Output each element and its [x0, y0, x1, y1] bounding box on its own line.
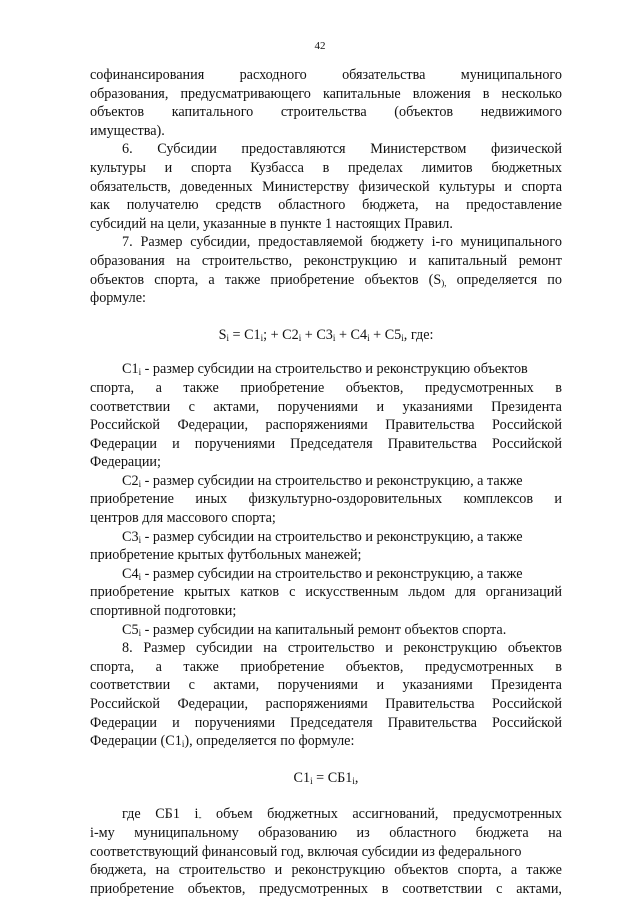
word: в [555, 379, 562, 396]
word: поручениями [277, 677, 358, 694]
word: поручениями [277, 398, 358, 415]
word: Федерации [90, 714, 158, 731]
subscript-index: i [138, 478, 142, 489]
word: культуры [90, 159, 146, 176]
word: Правительства [385, 417, 475, 434]
word: 7. [122, 234, 133, 251]
word: и [376, 398, 385, 415]
text-line [90, 490, 562, 509]
formula [90, 326, 562, 345]
text-run: Федерации (С1 [90, 733, 182, 750]
subscript-index: i [332, 332, 336, 343]
word: предусмотренных [453, 806, 562, 823]
word: спорта [190, 159, 232, 176]
word: Федерации [90, 435, 158, 452]
word: капитального [171, 104, 254, 121]
word: в [322, 159, 330, 176]
word: бюджетных [491, 159, 562, 176]
word: областного [389, 824, 457, 841]
text-line [90, 416, 562, 435]
word: объектов [394, 862, 449, 879]
word: 6. [122, 141, 133, 158]
word: объектов, [345, 658, 404, 675]
word: Федерации, [177, 417, 248, 434]
text-run: С4 [122, 565, 139, 582]
word: муниципального [460, 67, 562, 83]
word: (объектов [394, 104, 454, 121]
word: культуры [439, 178, 495, 195]
word: распоряжениями [265, 417, 368, 434]
word: а [510, 862, 518, 879]
word: приобретение [90, 584, 174, 601]
word: также [224, 271, 261, 288]
text-run: , где: [403, 326, 434, 343]
word: с [289, 584, 296, 601]
word: Российской [90, 417, 160, 434]
text-line [90, 861, 562, 880]
word: где [122, 806, 141, 823]
word: капитальный [428, 252, 508, 269]
definition-line [90, 565, 562, 584]
text-line [90, 66, 562, 85]
text-line [90, 140, 562, 159]
word: определяется [456, 271, 538, 288]
word: строительство [287, 640, 375, 657]
word: и [376, 677, 385, 694]
word: распоряжениями [265, 696, 368, 712]
page-number: 42 [314, 40, 326, 52]
word: образования [90, 252, 165, 269]
text-line [90, 583, 562, 602]
word: приобретение [240, 658, 325, 675]
text-run: - размер субсидии на строительство и реконструкцию объектов [141, 361, 528, 378]
word: Размер [140, 234, 183, 251]
text-run: = СБ1 [312, 769, 353, 786]
text-line: имущества). [90, 122, 165, 139]
word: объектов, [187, 880, 246, 897]
word: на [176, 252, 191, 269]
text-run: + С5 [369, 326, 402, 343]
word: Председателя [290, 435, 373, 452]
word: предусматривающего [180, 85, 311, 102]
word: и [172, 714, 180, 731]
word: физкультурно-оздоровительных [248, 491, 443, 508]
text-line: спортивной подготовки; [90, 603, 237, 620]
word: на [435, 197, 450, 214]
text-run: - размер субсидии на строительство и реконструкцию, а также [141, 472, 523, 489]
word: СБ1 [155, 806, 180, 823]
word: Российской [492, 435, 562, 452]
word: льдом [408, 584, 445, 601]
word: соответствии [90, 677, 171, 694]
word: на [263, 640, 278, 657]
text-line [90, 732, 562, 751]
text-run: С1 [122, 361, 139, 378]
word: областного [278, 197, 346, 214]
word: бюджетных [267, 806, 338, 823]
word: также [183, 379, 219, 396]
word: строительство [178, 862, 266, 879]
word: Правительства [385, 696, 475, 712]
word: приобретение [90, 880, 174, 897]
word: Правительства [387, 435, 477, 452]
word: образованию [258, 824, 338, 841]
word: а [208, 271, 215, 288]
word: на [548, 824, 562, 841]
subscript-index: i [138, 534, 142, 545]
word: субсидии [196, 640, 253, 657]
word: комплексов [463, 491, 534, 508]
word: расходного [239, 67, 307, 83]
word: соответствии [90, 398, 171, 415]
word: как [90, 197, 110, 214]
word: приобретение [240, 379, 325, 396]
word: в [381, 880, 389, 897]
text-run: ), определяется по формуле: [184, 733, 355, 750]
word: образования, [90, 85, 169, 102]
word: объектов [90, 271, 145, 288]
word: спорта, [90, 658, 135, 675]
word: лимитов [421, 159, 473, 176]
text-run: С5 [122, 621, 139, 638]
word: и [408, 252, 417, 269]
word: приобретение [270, 271, 355, 288]
word: для [454, 584, 476, 601]
word: доведенных [180, 178, 253, 195]
text-line [90, 435, 562, 454]
word: а [155, 379, 162, 396]
word: предусмотренных [259, 880, 368, 897]
word: ремонт [518, 252, 562, 269]
word: Российской [90, 696, 160, 712]
text-line [90, 178, 562, 197]
subscript-index: i [401, 332, 404, 343]
word: также [183, 658, 219, 675]
word: поручениями [194, 714, 276, 731]
text-run: = С1 [228, 326, 261, 343]
subscript-index: i [298, 332, 302, 343]
word: пределах [348, 159, 403, 176]
word: ($S_{),}$ [428, 271, 447, 288]
word: крытых [183, 584, 231, 601]
word: объектов [364, 271, 419, 288]
word: средств [215, 197, 262, 214]
word: и [554, 491, 562, 508]
subscript-index: i [181, 739, 185, 750]
formula [90, 769, 562, 788]
word: Председателя [290, 714, 373, 731]
text-line [90, 658, 562, 677]
word: объектов [507, 640, 562, 657]
word: бюджета, [90, 862, 147, 879]
text-line: субсидий на цели, указанные в пункте 1 настоящих Правил. [90, 215, 453, 232]
word: актами, [516, 880, 562, 897]
text-run: - размер субсидии на строительство и реконструкцию, а также [141, 565, 523, 582]
document-body [90, 66, 562, 898]
word: на [155, 862, 170, 879]
word: с [188, 677, 195, 694]
definition-line [90, 472, 562, 491]
word: предусмотренных [424, 658, 534, 675]
definition-line [90, 360, 562, 379]
word: Кузбасса [250, 159, 304, 176]
word: несколько [501, 85, 562, 102]
word: указаниями [402, 677, 473, 694]
word: объектов [90, 104, 145, 121]
word: физической [491, 141, 562, 158]
word: с [496, 880, 503, 897]
text-line [90, 233, 562, 252]
text-run: С2 [122, 472, 139, 489]
word: 8. [122, 640, 133, 657]
word: по [547, 271, 562, 288]
text-run: С3 [122, 528, 139, 545]
word: капитальные [322, 85, 401, 102]
word: предусмотренных [424, 379, 534, 396]
word: и [504, 178, 512, 195]
word: и [164, 159, 173, 176]
text-line [90, 676, 562, 695]
word: софинансирования [90, 67, 205, 83]
text-line: соответствующий финансовый год, включая субсидии из федерального [90, 843, 522, 860]
text-line: центров для массового спорта; [90, 510, 276, 527]
word: ассигнований, [352, 806, 439, 823]
text-line [90, 379, 562, 398]
word: $i_-$ [194, 806, 202, 823]
text-run: S [218, 326, 227, 343]
word: предоставляются [241, 141, 346, 158]
word: реконструкцию [403, 640, 498, 657]
word: Министерством [370, 141, 467, 158]
text-run: + С3 [301, 326, 333, 343]
word: обязательств, [90, 178, 171, 195]
word: предоставление [466, 197, 562, 214]
word: бюджету [370, 234, 424, 251]
text-run: - размер субсидии на строительство и реконструкцию, а также [141, 528, 523, 545]
word: бюджета [475, 824, 529, 841]
text-line: Федерации; [90, 454, 161, 471]
word: искусственным [305, 584, 399, 601]
subscript-index: i [260, 332, 264, 343]
word: недвижимого [480, 104, 562, 121]
subscript-index: i [138, 571, 142, 582]
text-line [90, 159, 562, 178]
word: Российской [492, 696, 562, 712]
word: получателю [126, 197, 199, 214]
word: Правительства [387, 714, 477, 731]
word: иных [195, 491, 228, 508]
word: строительства [280, 104, 367, 121]
subscript-index: - [198, 812, 202, 823]
word: и [274, 862, 283, 879]
word: в [555, 658, 562, 675]
text-run: С1 [293, 769, 311, 786]
text-line [90, 805, 562, 824]
word: спорта, [90, 379, 135, 396]
word: актами, [213, 398, 260, 415]
word: Российской [492, 714, 562, 731]
subscript-index: i [138, 367, 142, 378]
word: Президента [491, 398, 562, 415]
text-line [90, 880, 562, 899]
definition-line [90, 621, 562, 640]
subscript-index: i [367, 332, 370, 343]
text-line [90, 695, 562, 714]
text-line [90, 271, 562, 290]
word: и [385, 640, 393, 657]
word: Министерству [262, 178, 350, 195]
word: приобретение [90, 491, 174, 508]
word: а [155, 658, 162, 675]
word: и [172, 435, 180, 452]
word: объектов, [345, 379, 404, 396]
subscript-index: i [138, 627, 142, 638]
word: поручениями [194, 435, 276, 452]
text-line: формуле: [90, 290, 146, 307]
word: реконструкцию [303, 252, 398, 269]
subscript-index: i [352, 775, 355, 786]
text-line: приобретение крытых футбольных манежей; [90, 547, 362, 564]
word: обязательства [342, 67, 426, 83]
word: актами, [213, 677, 260, 694]
word: бюджета, [362, 197, 419, 214]
word: спорта, [154, 271, 199, 288]
word: предоставляемой [258, 234, 363, 251]
text-run: + С4 [335, 326, 368, 343]
word: спорта, [457, 862, 502, 879]
word: вложения [412, 85, 471, 102]
word: катков [240, 584, 280, 601]
word: Размер [143, 640, 186, 657]
word: в [482, 85, 490, 102]
word: организаций [485, 584, 562, 601]
subscript-index: i [226, 332, 229, 343]
text-run: ; + С2 [263, 326, 299, 343]
subscript-index: ), [441, 277, 447, 288]
text-line [90, 639, 562, 658]
text-line [90, 85, 562, 104]
word: с [188, 398, 195, 415]
text-run: , [354, 769, 359, 786]
word: указаниями [402, 398, 473, 415]
word: соответствии [402, 880, 483, 897]
text-line [90, 252, 562, 271]
definition-line [90, 528, 562, 547]
word: физической [358, 178, 430, 195]
word: строительство, [201, 252, 293, 269]
word: также [526, 862, 562, 879]
word: из [356, 824, 370, 841]
word: объем [216, 806, 253, 823]
word: i-му [90, 824, 115, 841]
word: Федерации, [177, 696, 248, 712]
text-line [90, 196, 562, 215]
word: i-го [431, 234, 453, 251]
word: Президента [491, 677, 562, 694]
text-line [90, 824, 562, 843]
text-run: - размер субсидии на капитальный ремонт объектов спорта. [141, 621, 507, 638]
word: Российской [492, 417, 562, 434]
text-line [90, 103, 562, 122]
word: Субсидии [157, 141, 217, 158]
subscript-index: i [310, 775, 313, 786]
word: муниципального [460, 234, 562, 251]
word: субсидии, [190, 234, 251, 251]
text-line [90, 714, 562, 733]
text-line [90, 398, 562, 417]
word: реконструкцию [291, 862, 386, 879]
word: муниципальному [134, 824, 239, 841]
word: спорта [521, 178, 562, 195]
